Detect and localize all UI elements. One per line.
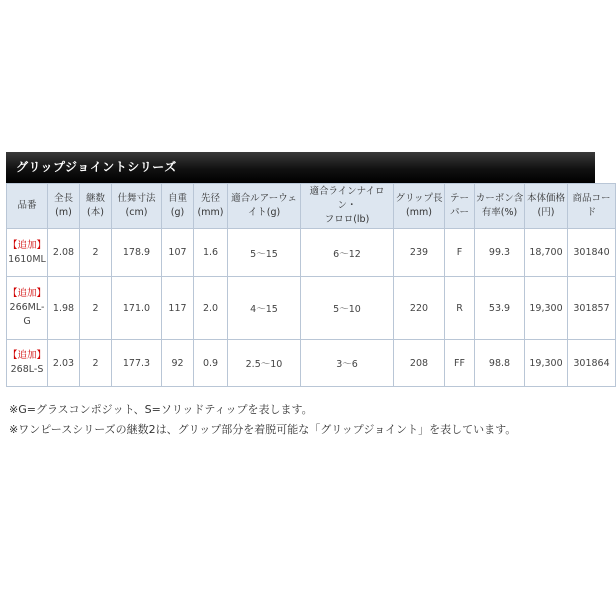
footnotes <box>9 400 516 440</box>
table-cell: 2 <box>80 277 112 340</box>
table-cell: 301857 <box>568 277 616 340</box>
column-header <box>112 184 162 229</box>
table-cell: 2.03 <box>48 340 80 387</box>
table-cell: 117 <box>162 277 194 340</box>
table-cell: 2.08 <box>48 229 80 277</box>
column-header-line: 仕舞寸法 <box>117 193 156 204</box>
table-cell: FF <box>445 340 475 387</box>
table-cell: 2 <box>80 340 112 387</box>
new-addition-badge: 【追加】 <box>7 288 46 299</box>
column-header-line: 先径 <box>200 193 220 204</box>
column-header-line: 本体価格 <box>526 193 565 204</box>
column-header-line: パー <box>449 207 469 218</box>
column-header <box>301 184 394 229</box>
column-header-line: フロロ(lb) <box>324 214 370 225</box>
new-addition-badge: 【追加】 <box>7 350 46 361</box>
column-header-line: カーボン含 <box>475 193 524 204</box>
column-header-line: テー <box>449 193 469 204</box>
table-cell: 1.6 <box>194 229 228 277</box>
product-code-cell <box>7 277 48 340</box>
column-header-line: (本) <box>87 207 104 218</box>
column-header-line: グリップ長 <box>395 193 443 204</box>
table-cell: 177.3 <box>112 340 162 387</box>
table-cell: 98.8 <box>475 340 525 387</box>
column-header-line: 全長 <box>53 193 73 204</box>
column-header-line: 品番 <box>17 200 37 211</box>
model-number: 1610ML <box>8 253 46 265</box>
section-title: グリップジョイントシリーズ <box>6 152 595 183</box>
table-cell: 4〜15 <box>228 277 301 340</box>
table-row <box>7 229 616 277</box>
table-cell: 239 <box>394 229 445 277</box>
column-header <box>394 184 445 229</box>
column-header-line: 適合ルアーウェ <box>231 193 297 204</box>
column-header <box>228 184 301 229</box>
column-header <box>7 184 48 229</box>
table-cell: 0.9 <box>194 340 228 387</box>
spec-table <box>6 183 616 387</box>
table-cell: 5〜10 <box>301 277 394 340</box>
product-code-cell <box>7 340 48 387</box>
table-cell: 92 <box>162 340 194 387</box>
table-cell: 220 <box>394 277 445 340</box>
table-cell: 301864 <box>568 340 616 387</box>
table-row <box>7 277 616 340</box>
column-header-line: (mm) <box>197 207 224 218</box>
column-header <box>445 184 475 229</box>
column-header-line: (m) <box>55 207 72 218</box>
column-header-line: 商品コー <box>572 193 611 204</box>
column-header-line: (円) <box>537 207 555 218</box>
table-cell: 171.0 <box>112 277 162 340</box>
table-cell: R <box>445 277 475 340</box>
column-header-line: (cm) <box>125 207 148 218</box>
column-header <box>194 184 228 229</box>
table-cell: 2.0 <box>194 277 228 340</box>
table-cell: 6〜12 <box>301 229 394 277</box>
new-addition-badge: 【追加】 <box>7 239 46 251</box>
table-cell: 5〜15 <box>228 229 301 277</box>
table-cell: 53.9 <box>475 277 525 340</box>
column-header <box>525 184 568 229</box>
header-row <box>7 184 616 229</box>
table-cell: 107 <box>162 229 194 277</box>
column-header-line: 適合ラインナイロン・ <box>309 186 385 211</box>
column-header-line: (g) <box>170 207 185 218</box>
table-cell: 208 <box>394 340 445 387</box>
product-code-cell <box>7 229 48 277</box>
column-header <box>162 184 194 229</box>
column-header-line: 自重 <box>167 193 187 204</box>
table-row <box>7 340 616 387</box>
footnote: ※G=グラスコンポジット、S=ソリッドティップを表します。 <box>9 403 313 416</box>
table-cell: 19,300 <box>525 340 568 387</box>
column-header <box>48 184 80 229</box>
table-cell: 19,300 <box>525 277 568 340</box>
table-cell: 178.9 <box>112 229 162 277</box>
table-cell: 1.98 <box>48 277 80 340</box>
table-cell: 18,700 <box>525 229 568 277</box>
model-number: 268L-S <box>10 364 44 375</box>
table-cell: F <box>445 229 475 277</box>
column-header-line: (mm) <box>406 207 432 218</box>
column-header <box>80 184 112 229</box>
table-cell: 301840 <box>568 229 616 277</box>
spec-table-section <box>6 152 611 387</box>
table-cell: 3〜6 <box>301 340 394 387</box>
column-header-line: 継数 <box>85 193 105 204</box>
column-header <box>475 184 525 229</box>
column-header-line: 有率(%) <box>481 207 518 218</box>
model-number: 266ML-G <box>9 302 45 327</box>
footnote: ※ワンピースシリーズの継数2は、グリップ部分を着脱可能な「グリップジョイント」を表しています。 <box>9 423 517 436</box>
table-cell: 2.5〜10 <box>228 340 301 387</box>
table-cell: 99.3 <box>475 229 525 277</box>
column-header-line: イト(g) <box>247 207 281 218</box>
column-header <box>568 184 616 229</box>
table-cell: 2 <box>80 229 112 277</box>
column-header-line: ド <box>586 207 597 218</box>
